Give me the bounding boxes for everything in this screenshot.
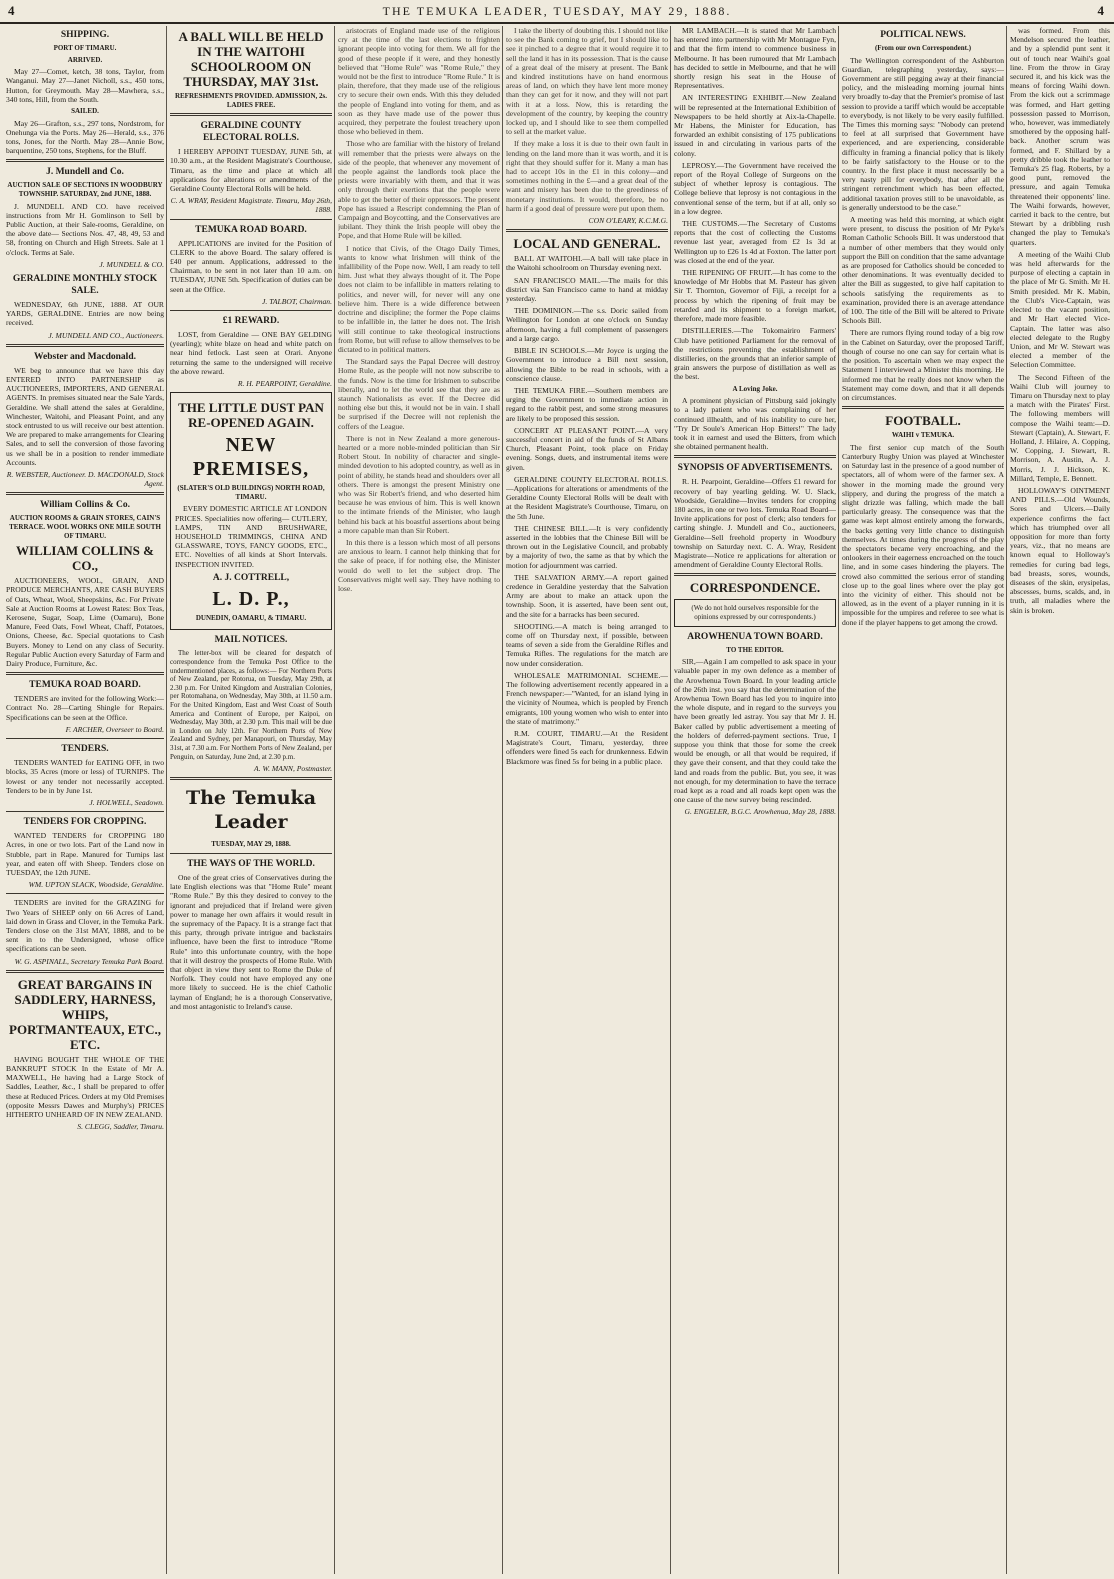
local-item: BIBLE IN SCHOOLS.—Mr Joyce is urging the Government to introduce a Bill next session, allowing the Bible to be read in schools, with a conscience clause. bbox=[506, 346, 668, 383]
ball-body: REFRESHMENTS PROVIDED. ADMISSION, 2s. LADIES FREE. bbox=[174, 92, 328, 109]
letter-signature: G. ENGELER, B.G.C. Arowhenua, May 28, 1888. bbox=[684, 807, 836, 817]
divider bbox=[674, 573, 836, 576]
article-paragraph: If they make a loss it is due to their own fault in lending on the land more than it was worth, and it is right that they should suffer for it. Many a man has had to accept 10s in the £1 in this colony—and sometimes nothing in the £—and a great deal of the want and misery has been due to the greediness of monetary institutions. It would, therefore, be no harm if a good deal of pressure were put upon them. bbox=[506, 139, 668, 213]
saddlery-heading: GREAT BARGAINS IN SADDLERY, HARNESS, WHIPS, PORTMANTEAUX, ETC., ETC. bbox=[9, 976, 161, 1052]
political-body: There are rumors flying round today of a big row in the Cabinet on Saturday, over the proposed Tariff, though of course no one can say for certain what is the position. To ascertain when we may expect the Statement I interviewed a Minister this morning. He informed me that he really does not know when the Statement may come down, and that it all depends on circumstances. bbox=[842, 328, 1004, 402]
local-heading: LOCAL AND GENERAL. bbox=[513, 236, 661, 252]
election-heading: GERALDINE COUNTY ELECTORAL ROLLS. bbox=[200, 121, 302, 144]
page-number-right: 4 bbox=[1097, 3, 1104, 18]
dustpan-heading: THE LITTLE DUST PAN RE-OPENED AGAIN. bbox=[178, 400, 324, 431]
tenders-signature: J. HOLWELL, Seadown. bbox=[89, 797, 164, 807]
article-paragraph: I take the liberty of doubting this. I should not like to see the Bank coming to grief, but I should like to see it pinched to a degree that it would require it to sell the land it has in its possession. That is the cause of a great deal of the misery at present. The Bank and kindred institutions have on hand enormous areas of land, on which they have lent more money than they can get for it now, and they will not part with it at a loss. Now, this is retarding the development of the country, by keeping the country locked up, and I should like to see them compelled to sell at the market value. bbox=[506, 26, 668, 137]
ldp-logo: L. D. P., bbox=[212, 587, 290, 610]
auction-body: J. MUNDELL AND CO. have received instructions from Mr H. Gomlinson to Sell by Public Auction, at their Sale-rooms, Geraldine, on the above date— Sections Nos. 47, 48, 49, 53 and 58, fronting on Church and High Streets. Sale at 1 o'clock. Terms at Sale. bbox=[6, 201, 164, 257]
local-item: R.M. COURT, TIMARU.—At the Resident Magistrate's Court, Timaru, yesterday, three offenders were fined 5s each for drunkenness. Edwin Blackmore was fined 5s for being in a public place. bbox=[506, 729, 668, 766]
divider bbox=[6, 344, 164, 347]
local-item: THE CHINESE BILL.—It is very confidently asserted in the lobbies that the Chinese Bill will be thrown out in the Legislative Council, and probably by a majority of two, the same as that by which the motion for adjournment was carried. bbox=[506, 523, 668, 570]
reward-heading: £1 REWARD. bbox=[222, 316, 280, 327]
dateline: TUESDAY, MAY 29, 1888. bbox=[211, 840, 291, 849]
collins-body: AUCTIONEERS, WOOL, GRAIN, AND PRODUCE MERCHANTS, ARE CASH BUYERS of Oats, Wheat, Wool, Sheepskins, &c. For Private Sale at Auction Rooms at Lowest Rates: Box Teas, Kerosene, Sugar, Soap, Lime (Oamaru), Bone Manure, Feed Oats, Fowl Wheat, Chaff, Potatoes, Onions, Cheese, &c. Special quotations to Cash Buyers. Money to Lend on any class of Security. Regular Public Auction every Saturday of Farm and Dairy Produce, Furniture, &c. bbox=[6, 576, 164, 669]
divider bbox=[6, 492, 164, 495]
grazing-body: TENDERS are invited for the GRAZING for Two Years of SHEEP only on 66 Acres of Land, laid down in Grass and Clover, in the Temuka Park. Tenders close on the 31st MAY, 1888, and to be sent in to the Undersigned, whose office specifications can be seen. bbox=[6, 898, 164, 954]
webster-signature: R. WEBSTER, Auctioneer. D. MACDONALD, Stock Agent. bbox=[6, 470, 164, 489]
road-board-body: TENDERS are invited for the following Work:— Contract No. 28—Carting Shingle for Repairs. Specifications can be seen at the Office. bbox=[6, 694, 164, 722]
reward-body: LOST, from Geraldine — ONE BAY GELDING (yearling); white blaze on head and white patch on near hind fetlock. Last seen at Orari. Anyone returning the same to the undersigned will receive the above reward. bbox=[170, 330, 332, 376]
collins-name: WILLIAM COLLINS & CO., bbox=[16, 543, 154, 574]
divider bbox=[674, 455, 836, 458]
article-paragraph: Those who are familiar with the history of Ireland will remember that the priests were always on the side of the people, that whenever any movement of the people against the landlords took place the priests were invariably with them, and that it was only through their exertions that the people were able to get the better of their oppressors. The present Pope has issued a Rescript condemning the Plan of Campaign and Boycotting, and the Conservatives are jubilant. They think the Irish people will obey the Pope, and that Home Rule will be killed. bbox=[338, 139, 500, 241]
column-rule bbox=[838, 26, 839, 1574]
divider bbox=[506, 229, 668, 232]
tenders-heading: TENDERS. bbox=[61, 744, 109, 755]
political-subheading: (From our own Correspondent.) bbox=[874, 44, 972, 52]
article-paragraph: The Standard says the Papal Decree will destroy Home Rule, as the people will not now subscribe to the funds. Now is the time for Irishmen to subscribe liberally, and to let the world see that they are as staunch Nationalists as ever. If the Decree did nothing else but this, it would not be in vain. I shall be surprised if the Decree will not replenish the coffers of the League. bbox=[338, 357, 500, 431]
club-meeting: A meeting of the Waihi Club was held afterwards for the purpose of electing a captain in the place of Mr G. Smith. Mr H. Smith presided. Mr K. Mabin, the Club's Vice-Captain, was elected to the vacant position, and Mr Hart elected Vice-Captain. The latter was also elected delegate to the Rugby Union, and Mr W. Stewart was elected a member of the Selection Committee. bbox=[1010, 249, 1110, 370]
column-rule bbox=[670, 26, 671, 1574]
arrived-list: May 27—Comet, ketch, 38 tons, Taylor, from Wanganui. May 27—Janet Nicholl, s.s., 450 tons, Hutton, for Greymouth. May 28—Mawhera, s.s., 340 tons, Hill, from the South. bbox=[6, 67, 164, 104]
sailed-list: May 26—Grafton, s.s., 297 tons, Nordstrom, for Onehunga via the Ports. May 26—Herald, s.s., 376 tons, Jones, for the North. May 28—Annie Bow, barquentine, 250 tons, Stephens, for the Bluff. bbox=[6, 118, 164, 156]
masthead-title: THE TEMUKA LEADER, TUESDAY, MAY 29, 1888. bbox=[382, 4, 732, 18]
news-item: A prominent physician of Pittsburg said jokingly to a lady patient who was complaining of her continued illhealth, and of his inability to cure her, "Try Dr Soule's American Hop Bitters!" The lady took it in earnest and used the Bitters, from which she obtained permanent health. bbox=[674, 396, 836, 452]
mail-heading: MAIL NOTICES. bbox=[214, 635, 288, 646]
trb-heading: TEMUKA ROAD BOARD. bbox=[195, 224, 307, 235]
reward-signature: R. H. PEARPOINT, Geraldine. bbox=[237, 379, 332, 389]
webster-body: WE beg to announce that we have this day ENTERED INTO PARTNERSHIP as AUCTIONEERS, IMPORTERS, AND GENERAL AGENTS. In premises situated near the Sale Yards, Geraldine. We shall attend the sales at Geraldine, Winchester, Waitohi, and Pleasant Point, and any stock entrusted to us will receive our best attention. We are prepared to make arrangements for Clearing Sales, and to sell the conversion of those favoring us we shall be in a position to render immediate Accounts. bbox=[6, 365, 164, 467]
local-item: SAN FRANCISCO MAIL.—The mails for this district via San Francisco came to hand at midday yesterday. bbox=[506, 275, 668, 304]
road-board-signature: F. ARCHER, Overseer to Board. bbox=[65, 724, 164, 734]
synopsis-heading: SYNOPSIS OF ADVERTISEMENTS. bbox=[677, 463, 833, 474]
local-item: THE DOMINION.—The s.s. Doric sailed from Wellington for London at one o'clock on Sunday afternoon, having a full complement of passengers and a large cargo. bbox=[506, 306, 668, 343]
road-board-heading: TEMUKA ROAD BOARD. bbox=[29, 680, 141, 691]
ways-body: One of the great cries of Conservatives during the late English elections was that "Home Rule" meant "Rome Rule." By this they desired to convey to the ignorant and prejudiced that if Ireland were given power to manage her own affairs it would result in the supremacy of the Papacy. It is a strange fact that this party, through private intrigue and backstairs influence, have been the first to introduce "Rome Rule" into this unfortunate country, with the hope that it will destroy the prospects of Home Rule. With that object in view they sent to Rome the Duke of Norfolk. They could not have employed any one more likely to succeed. He is the chief Catholic layman of England; he is a thorough Conservative, and most antagonistic to Ireland's cause. bbox=[170, 872, 332, 1011]
sailed-heading: SAILED. bbox=[71, 107, 99, 115]
local-item: BALL AT WAITOHI.—A ball will take place in the Waitohi schoolroom on Thursday evening next. bbox=[506, 254, 668, 273]
saddlery-signature: S. CLEGG, Saddler, Timaru. bbox=[77, 1122, 164, 1132]
local-item: THE SALVATION ARMY.—A report gained credence in Geraldine yesterday that the Salvation Army are about to make an attack upon the township. Soon, it is asserted, have been sent out, and the site for a barracks has been secured. bbox=[506, 572, 668, 619]
correspondence-heading: CORRESPONDENCE. bbox=[689, 580, 821, 596]
port-heading: PORT OF TIMARU. bbox=[53, 44, 117, 52]
masthead bbox=[0, 0, 1114, 24]
local-item: SHOOTING.—A match is being arranged to come off on Thursday next, if possible, between teams of seven a side from the Geraldine Rifles and Temuka Rifles. The regulations for the match are now under consideration. bbox=[506, 621, 668, 668]
mundell-heading: J. Mundell and Co. bbox=[46, 167, 124, 178]
tenders-body: TENDERS WANTED for EATING OFF, in two blocks, 35 Acres (more or less) of TURNIPS. The lowest or any tender not necessarily accepted. Tenders to be in by June 1st. bbox=[6, 758, 164, 795]
paper-title: The Temuka Leader bbox=[185, 787, 317, 834]
arrived-heading: ARRIVED. bbox=[67, 55, 103, 64]
news-item: THE CUSTOMS.—The Secretary of Customs reports that the cost of collecting the Customs revenue last year, averaged from £2 1s 3d at Wellington up to £26 1s 4d at Foxton. The latter port was closed at the end of the year. bbox=[674, 219, 836, 265]
article-paragraph: aristocrats of England made use of the religious cry at the time of the last elections to frighten ignorant people into voting for them. We all for the good of these people if it were, and they honestly believed that "Home Rule" was "Rome Rule," they would not be the first to introduce "Rome Rule." It is plain, therefore, that they made use of the religious cry to secure their own ends. With this they deluded the people of England into voting for them, and as soon as they have made use of the power thus acquired, they perpetrate the foulest treachery upon those who believed in them. bbox=[338, 26, 500, 137]
football-continued: was formed. From this Mendelson secured the leather, and by a splendid punt sent it out of touch near Waihi's goal line. From the throw in Gray secured it, and his kick was the means of forcing Waihi down. From the kick out a scrimmage was formed, and Hart getting possession passed to Morrison, who, however, was immediately smothered by the opposing half-back. Another scrum was formed, and F. Shillard by a pretty dribble took the leather to Temuka's 25 flag. Roberts, by a good punt, removed the pressure, and again Temuka threatened their opponents' line. The Waihi forwards, however, carried it back to the centre, but Stewart by a dribbling rush changed the play to Temuka's quarters. bbox=[1010, 26, 1110, 247]
collins-heading: William Collins & Co. bbox=[39, 500, 131, 511]
news-item: DISTILLERIES.—The Tokomairiro Farmers' Club have petitioned Parliament for the removal of the restrictions preventing the establishment of distilleries, on the grounds that an inferior sample of grain answers the purpose of distillation as well as the best. bbox=[674, 326, 836, 382]
column-rule bbox=[1006, 26, 1007, 1574]
football-heading: FOOTBALL. bbox=[885, 413, 961, 429]
article-paragraph: In this there is a lesson which most of all persons are anxious to learn. I cannot help thinking that for the sake of peace, if for nothing else, the Minister would do well to let the subject drop. The Conservatives might well say. They have nothing to lose. bbox=[338, 537, 500, 593]
grazing-signature: W. G. ASPINALL, Secretary Temuka Park Board. bbox=[14, 956, 164, 966]
news-item: AN INTERESTING EXHIBIT.—New Zealand will be represented at the International Exhibition of Newspapers to be held shortly at Aix-la-Chapelle. Mr Habens, the Minister for Education, has forwarded an exhibit consisting of 175 publications issued in and circulating in various parts of the colony. bbox=[674, 93, 836, 158]
news-item: THE RIPENING OF FRUIT.—It has come to the knowledge of Mr Hobbs that M. Pasteur has given Sir T. Thornton, Governor of Fiji, a receipt for a process by which the ripening of fruit may be retarded and its shipment to a foreign market, therefore, made more feasible. bbox=[674, 268, 836, 324]
ball-heading: A BALL WILL BE HELD IN THE WAITOHI SCHOOLROOM ON THURSDAY, MAY 31st. bbox=[178, 29, 324, 89]
to-the-editor: TO THE EDITOR. bbox=[726, 645, 784, 654]
column-5 bbox=[674, 26, 836, 1574]
news-item: LEPROSY.—The Government have received the report of the Royal College of Surgeons on the subject of whether leprosy is contagious. The College believe that leprosy is not contagious in the conventional sense of the term, but if at all, only so in a low degree. bbox=[674, 160, 836, 216]
column-3 bbox=[338, 26, 500, 1574]
letter-body: SIR,—Again I am compelled to ask space in your valuable paper in my own defence as a member of the Arowhenua Town Board. In your leading article of the 26th inst. you say that the determination of the Arowhenua Town Board has led you to inquire into the whole dispute, and in regard to the surveys you have been greatly led astray. You say that Mr J. H. Baker called by public advertisement a meeting of the holders of deferred-payment sections. True, I suppose you think that those for some the creek would be enough, or all that would be required, if they gave their consent, and that they could take the land and roads from the public. But, you see, it was not enough, for my determination to have the terrace road kept as a road and all roads kept open was the one cause of the new survey being rescinded. bbox=[674, 657, 836, 805]
column-4 bbox=[506, 26, 668, 1574]
dustpan-address: (SLATER'S OLD BUILDINGS) NORTH ROAD, TIMARU. bbox=[177, 484, 325, 501]
divider bbox=[170, 219, 332, 220]
ldp-towns: DUNEDIN, OAMARU, & TIMARU. bbox=[195, 613, 307, 622]
column-rule bbox=[334, 26, 335, 1574]
cropping-body: WANTED TENDERS for CROPPING 180 Acres, in one or two lots. Part of the Land now in Stubble, part in Rape. Manured for Turnips last year, and eaten off with Sheep. Tenders close on TUESDAY, the 12th JUNE. bbox=[6, 831, 164, 877]
webster-heading: Webster and Macdonald. bbox=[34, 351, 136, 362]
local-item: THE TEMUKA FIRE.—Southern members are urging the Government to immediate action in regard to the rabbit pest, and some strong measures are likely to be proposed this session. bbox=[506, 385, 668, 423]
mail-body: The letter-box will be cleared for despatch of correspondence from the Temuka Post Office to the undermentioned places, as follows:— For Northern Ports of New Zealand, per Rotorua, on Tuesday, May 29th, at 2.30 p.m. For United Kingdom and Australian Colonies, per Rotomahana, on Wednesday, May 30th, at 11.50 a.m. For the United Kingdom, East and West Coast of South America and Continent of Europe, per Kaipoi, on Wednesday, May 30th, at 2.30 p.m. This mail will be due in London on July 12th. For Northern Ports of New Zealand and Sydney, per Manapouri, on Thursday, May 31st, at 7.30 a.m. For Northern Ports of New Zealand, per Penguin, on Saturday, June 2nd, at 2.30 p.m. bbox=[170, 649, 332, 761]
synopsis-body: R. H. Pearpoint, Geraldine—Offers £1 reward for recovery of bay yearling gelding. W. U. Slack, Woodside, Geraldine—Invites tenders for cropping 180 acres, in one or two lots. Temuka Road Board—Invite applications for post of clerk; also tenders for carting shingle. J. Mundell and Co., auctioneers, Geraldine—Sell freehold property in Woodbury township on Saturday next. C. A. Wray, Resident Magistrate—Notice re applications for alteration or amendment of Geraldine County Electoral Rolls. bbox=[674, 477, 836, 570]
collins-subheading: AUCTION ROOMS & GRAIN STORES, CAIN'S TERRACE. WOOL WORKS ONE MILE SOUTH OF TIMARU. bbox=[9, 514, 161, 540]
divider bbox=[6, 970, 164, 973]
auction-signature: J. MUNDELL & CO. bbox=[99, 259, 164, 269]
cropping-signature: WM. UPTON SLACK, Woodside, Geraldine. bbox=[28, 880, 164, 890]
football-subheading: WAIHI v TEMUKA. bbox=[891, 431, 955, 440]
column-2 bbox=[170, 26, 332, 1574]
divider bbox=[170, 777, 332, 780]
divider bbox=[6, 672, 164, 675]
column-7 bbox=[1010, 26, 1110, 1574]
political-body: The Wellington correspondent of the Ashburton Guardian, telegraphing yesterday, says:— Government are still pegging away at their financial policy, and the misleading morning journal hints very broadly to-day that the Premier's promise of last session to provide a tariff which would be acceptable to everybody, is not likely to be very easily fulfilled. The Times this morning says: "Nobody can pretend to feel at all surprised that Government have experienced, and are experiencing, considerable difficulty in framing a financial policy that is likely to be fairly satisfactory to the House or to the country. In the first place it must necessarily be a very nasty pill for everybody, that after all the stringent retrenchment which has been effected, additional taxation proves still to be unavoidable, as is generally understood to be the case." bbox=[842, 55, 1004, 212]
divider bbox=[170, 113, 332, 116]
news-subheading: A Loving Joke. bbox=[732, 384, 778, 393]
political-body: A meeting was held this morning, at which eight were present, to discuss the position of Mr Pyke's Roman Catholic Schools Bill. It was understood that a number of other members that they would only support the Bill on condition that the same advantage as are proposed for Catholics should be conceded to other denominations. It was eventually decided to alter the Bill as suggested, to give half capitation to schools satisfying the requirements as to examination, provided there is an average attendance of 100. The title of the Bill will be altered to Private Schools Bill. bbox=[842, 215, 1004, 326]
divider bbox=[6, 159, 164, 162]
dustpan-body: EVERY DOMESTIC ARTICLE AT LONDON PRICES. Specialities now offering— CUTLERY, LAMPS, TIN AND BRUSHWARE, HOUSEHOLD TRIMMINGS, CHINA AND GLASSWARE, TOYS, FANCY GOODS, ETC., ETC. Novelties of all kinds at Short Intervals. INSPECTION INVITED. bbox=[175, 504, 327, 569]
divider bbox=[6, 738, 164, 739]
stock-sale-signature: J. MUNDELL AND CO., Auctioneers. bbox=[48, 330, 164, 340]
election-body: I HEREBY APPOINT TUESDAY, JUNE 5th, at 10.30 a.m., at the Resident Magistrate's Courthouse, Timaru, as the time and place at which all applications for alterations or amendments of the Geraldine County Electoral Rolls will be held. bbox=[170, 147, 332, 193]
divider bbox=[6, 893, 164, 894]
political-heading: POLITICAL NEWS. bbox=[880, 30, 966, 40]
dustpan-advert bbox=[170, 392, 332, 630]
article-signoff: CON O'LEARY, K.C.M.G. bbox=[588, 216, 668, 226]
saddlery-body: HAVING BOUGHT THE WHOLE OF THE BANKRUPT STOCK In the Estate of Mr A. MAXWELL, He having had a Large Stock of Saddles, Leather, &c., I shall be prepared to offer these at Reduced Prices. Orders at my Old Premises (opposite Messrs Dawes and Murphy's) PRICES HITHERTO UNHEARD OF IN NEW ZEALAND. bbox=[6, 1054, 164, 1119]
trb-signature: J. TALBOT, Chairman. bbox=[262, 296, 332, 306]
local-item: GERALDINE COUNTY ELECTORAL ROLLS.—Applications for alterations or amendments of the Geraldine County Electoral Rolls will be dealt with at the Resident Magistrate's Courthouse, Timaru, on the 5th June. bbox=[506, 474, 668, 521]
second-fifteen: The Second Fifteen of the Waihi Club will journey to Timaru on Thursday next to play a match with the Pirates' First. The following members will compose the Waihi team:—D. Stewart (Captain), A. Stewart, F. Holland, J. Hilaire, A. Copping, W. Copping, J. Stewart, R. Morrison, A. Austin, A. J. Morris, J. J. Hickson, K. Millard, Temple, E. Bennett. bbox=[1010, 372, 1110, 483]
column-1 bbox=[6, 26, 164, 1574]
local-item: WHOLESALE MATRIMONIAL SCHEME.—The following advertisement recently appeared in a French newspaper:—"Wanted, for an island lying in the vicinity of Noumea, which is peopled by French emigrants, 100 young women who wish to enter into the state of matrimony." bbox=[506, 670, 668, 726]
auction-heading: AUCTION SALE OF SECTIONS IN WOODBURY TOWNSHIP. SATURDAY, 2nd JUNE, 1888. bbox=[7, 181, 163, 198]
news-item: MR LAMBACH.—It is stated that Mr Lambach has entered into partnership with Mr Montague Fyn, and that the firm intend to commence business in Melbourne. It has been rumoured that Mr Lambach has decided to settle in Melbourne, and that he will shortly resign his seat in the House of Representatives. bbox=[674, 26, 836, 91]
dustpan-signature: A. J. COTTRELL, bbox=[212, 572, 290, 583]
correspondence-note: (We do not hold ourselves responsible for the opinions expressed by our correspondents.) bbox=[674, 599, 836, 626]
divider bbox=[6, 811, 164, 812]
trb-body: APPLICATIONS are invited for the Position of CLERK to the above Board. The salary offered is £40 per annum. Applications, addressed to the Chairman, to be sent in not later than 10 a.m. on TUESDAY, JUNE 5th. Specification of duties can be seen at the Office. bbox=[170, 238, 332, 294]
stock-sale-heading: GERALDINE MONTHLY STOCK SALE. bbox=[12, 274, 158, 297]
stock-sale-body: WEDNESDAY, 6th JUNE, 1888. AT OUR YARDS, GERALDINE. Entries are now being received. bbox=[6, 300, 164, 328]
divider bbox=[170, 310, 332, 311]
column-rule bbox=[502, 26, 503, 1574]
local-item: CONCERT AT PLEASANT POINT.—A very successful concert in aid of the funds of St Albans Church, Pleasant Point, took place on Friday evening. Songs, duets, and instrumental items were given. bbox=[506, 425, 668, 472]
shipping-heading: SHIPPING. bbox=[60, 30, 110, 40]
dustpan-premises: NEW PREMISES, bbox=[192, 434, 310, 481]
football-body: The first senior cup match of the South Canterbury Rugby Union was played at Winchester on Saturday last in the presence of a good number of spectators, all of whom were of the farmer sex. A shower in the morning made the ground very slippery, and during the progress of the match a slight drizzle was falling, which made the ball particularly greasy. The consequence was that the game was kept almost entirely among the forwards, the backs getting very little chance to distinguish themselves. At times during the progress of the play the spectators became very encroaching, and the onlookers in their eagerness encroached on the touch line, and in some cases hindering the players. The crowd also committed the serious error of standing close up to the goal lines where over the play got into the vicinity of either. This should not be allowed, as in the event of a player running in it is impossible for the umpires and referee to see what is done if the player happens to get among the crowd. bbox=[842, 442, 1004, 627]
mail-signature: A. W. MANN, Postmaster. bbox=[254, 764, 332, 774]
article-paragraph: I notice that Civis, of the Otago Daily Times, wants to know what Irishmen will think of the infallibility of the Pope now. Well, I am ready to tell him. Just what they always thought of it. The Pope does not claim to be infallible in matters relating to politics, and never will, for never will any one believe him. There is a wide difference between doctrine and discipline; the former the Pope claims to be infallible in, the latter he does not. The Irish will still continue to take theological instructions from Rome, but will refuse to allow themselves to be dictated to in political matters. bbox=[338, 243, 500, 354]
divider bbox=[842, 406, 1004, 409]
article-paragraph: There is not in New Zealand a more generous-hearted or a more noble-minded politician than Sir Robert Stout. In nobility of character and single-minded devotion to his adopted country, as well as in point of ability, he stands head and shoulders over all others. There is amongst the present Ministry one who was Sir Robert's friend, and who deserted him because he was envious of him. This is well known to the intimate friends of the Minister, who laugh behind his back at his boastful assertions about being a more capable man than Sir Robert. bbox=[338, 433, 500, 535]
divider bbox=[170, 853, 332, 854]
election-signature: C. A. WRAY, Resident Magistrate. Timaru, May 26th, 1888. bbox=[170, 196, 332, 215]
column-rule bbox=[166, 26, 167, 1574]
arowhenua-heading: AROWHENUA TOWN BOARD. bbox=[687, 631, 823, 642]
page-number-left: 4 bbox=[8, 3, 15, 18]
column-6 bbox=[842, 26, 1004, 1574]
ways-heading: THE WAYS OF THE WORLD. bbox=[187, 858, 315, 869]
cropping-heading: TENDERS FOR CROPPING. bbox=[23, 817, 147, 828]
holloway-advert: HOLLOWAY'S OINTMENT AND PILLS.—Old Wounds, Sores and Ulcers.—Daily experience confirms the fact which has triumphed over all opposition for more than forty years, viz., that no means are known equal to Holloway's remedies for curing bad legs, bad breasts, sores, wounds, diseases of the skin, erysipelas, abscesses, burns, scalds, and, in truth, all maladies where the skin is broken. bbox=[1010, 485, 1110, 615]
